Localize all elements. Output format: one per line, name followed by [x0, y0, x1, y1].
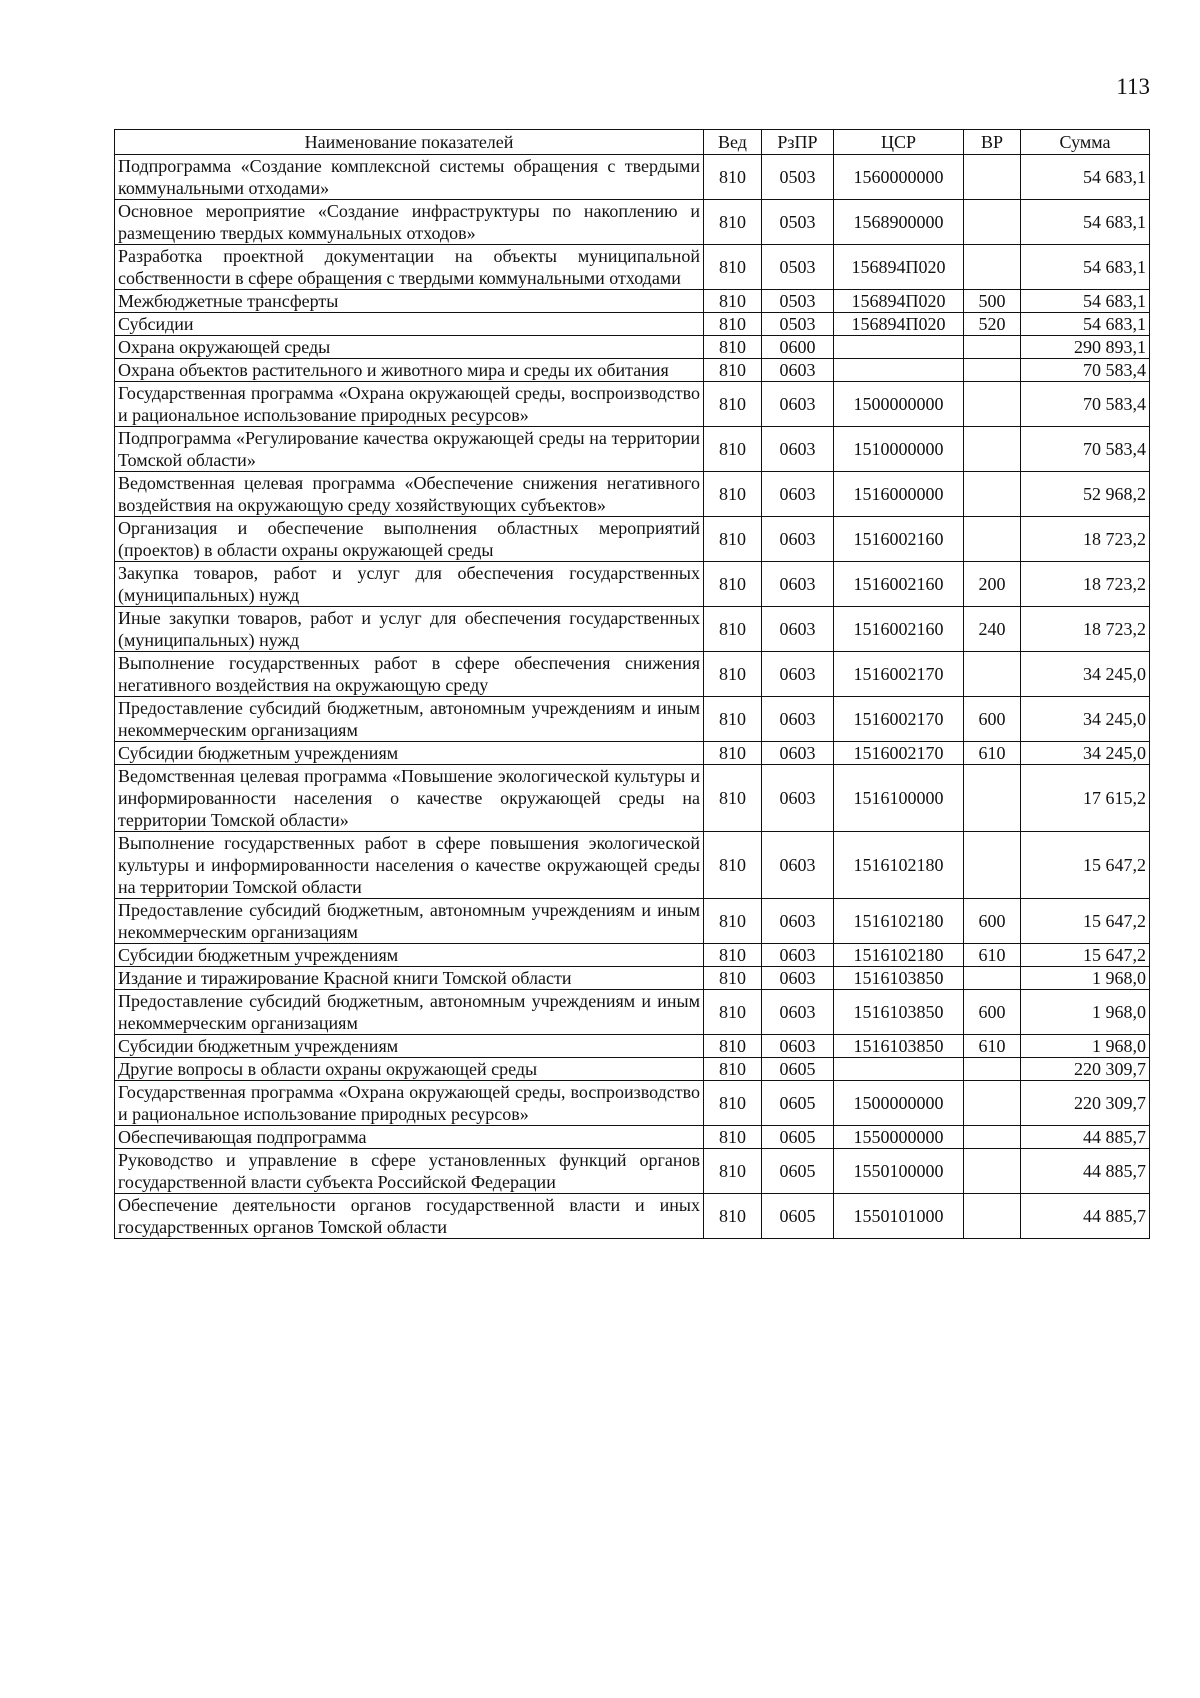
cell-rzpr: 0603 [762, 562, 834, 607]
cell-csr: 1500000000 [834, 382, 964, 427]
cell-rzpr: 0603 [762, 517, 834, 562]
cell-vr: 520 [964, 313, 1021, 336]
cell-ved: 810 [704, 742, 762, 765]
cell-name: Подпрограмма «Регулирование качества окружающей среды на территории Томской области» [115, 427, 704, 472]
cell-csr: 1516102180 [834, 899, 964, 944]
cell-name: Издание и тиражирование Красной книги Томской области [115, 967, 704, 990]
cell-ved: 810 [704, 562, 762, 607]
cell-rzpr: 0603 [762, 742, 834, 765]
cell-name: Предоставление субсидий бюджетным, автономным учреждениям и иным некоммерческим организациям [115, 990, 704, 1035]
cell-ved: 810 [704, 765, 762, 832]
cell-rzpr: 0503 [762, 245, 834, 290]
cell-vr [964, 359, 1021, 382]
cell-vr [964, 1149, 1021, 1194]
cell-vr: 610 [964, 742, 1021, 765]
cell-sum: 18 723,2 [1021, 517, 1150, 562]
cell-ved: 810 [704, 155, 762, 200]
cell-name: Подпрограмма «Создание комплексной системы обращения с твердыми коммунальными отходами» [115, 155, 704, 200]
cell-vr: 610 [964, 1035, 1021, 1058]
cell-sum: 34 245,0 [1021, 697, 1150, 742]
table-row [115, 290, 1150, 313]
table-row [115, 742, 1150, 765]
header-sum: Сумма [1021, 130, 1150, 155]
cell-ved: 810 [704, 1058, 762, 1081]
table-row [115, 1149, 1150, 1194]
cell-vr [964, 336, 1021, 359]
cell-ved: 810 [704, 990, 762, 1035]
cell-sum: 44 885,7 [1021, 1149, 1150, 1194]
cell-sum: 17 615,2 [1021, 765, 1150, 832]
cell-ved: 810 [704, 359, 762, 382]
cell-rzpr: 0503 [762, 290, 834, 313]
cell-vr [964, 200, 1021, 245]
cell-rzpr: 0605 [762, 1126, 834, 1149]
cell-name: Закупка товаров, работ и услуг для обеспечения государственных (муниципальных) нужд [115, 562, 704, 607]
cell-rzpr: 0605 [762, 1081, 834, 1126]
cell-sum: 15 647,2 [1021, 832, 1150, 899]
cell-csr: 156894П020 [834, 290, 964, 313]
cell-csr [834, 359, 964, 382]
table-row [115, 652, 1150, 697]
cell-rzpr: 0603 [762, 990, 834, 1035]
cell-name: Обеспечивающая подпрограмма [115, 1126, 704, 1149]
cell-vr [964, 765, 1021, 832]
cell-rzpr: 0603 [762, 472, 834, 517]
cell-vr: 240 [964, 607, 1021, 652]
table-row [115, 336, 1150, 359]
cell-vr [964, 1081, 1021, 1126]
table-row [115, 427, 1150, 472]
cell-csr: 1516102180 [834, 832, 964, 899]
cell-ved: 810 [704, 697, 762, 742]
cell-vr [964, 967, 1021, 990]
cell-vr [964, 472, 1021, 517]
cell-rzpr: 0603 [762, 1035, 834, 1058]
table-row [115, 1194, 1150, 1239]
cell-sum: 15 647,2 [1021, 944, 1150, 967]
cell-rzpr: 0603 [762, 652, 834, 697]
cell-vr [964, 382, 1021, 427]
cell-vr: 500 [964, 290, 1021, 313]
page-number: 113 [1116, 74, 1150, 99]
table-row [115, 1058, 1150, 1081]
cell-csr: 1568900000 [834, 200, 964, 245]
table-row [115, 382, 1150, 427]
cell-name: Государственная программа «Охрана окружающей среды, воспроизводство и рациональное использование природных ресурсов» [115, 1081, 704, 1126]
cell-sum: 15 647,2 [1021, 899, 1150, 944]
cell-sum: 44 885,7 [1021, 1194, 1150, 1239]
header-vr: ВР [964, 130, 1021, 155]
cell-rzpr: 0603 [762, 944, 834, 967]
table-row [115, 899, 1150, 944]
cell-csr [834, 336, 964, 359]
cell-rzpr: 0603 [762, 765, 834, 832]
cell-name: Предоставление субсидий бюджетным, автономным учреждениям и иным некоммерческим организациям [115, 697, 704, 742]
cell-sum: 70 583,4 [1021, 359, 1150, 382]
cell-sum: 52 968,2 [1021, 472, 1150, 517]
cell-ved: 810 [704, 832, 762, 899]
table-row [115, 517, 1150, 562]
cell-name: Субсидии бюджетным учреждениям [115, 1035, 704, 1058]
cell-csr: 1516100000 [834, 765, 964, 832]
cell-csr: 1510000000 [834, 427, 964, 472]
cell-sum: 70 583,4 [1021, 382, 1150, 427]
table-row [115, 607, 1150, 652]
cell-rzpr: 0605 [762, 1194, 834, 1239]
cell-rzpr: 0603 [762, 427, 834, 472]
cell-ved: 810 [704, 313, 762, 336]
cell-ved: 810 [704, 200, 762, 245]
cell-sum: 54 683,1 [1021, 155, 1150, 200]
cell-name: Разработка проектной документации на объекты муниципальной собственности в сфере обращения с твердыми коммунальными отходами [115, 245, 704, 290]
cell-ved: 810 [704, 899, 762, 944]
cell-ved: 810 [704, 944, 762, 967]
cell-vr [964, 245, 1021, 290]
cell-csr: 1516002160 [834, 562, 964, 607]
table-body [115, 155, 1150, 1239]
cell-name: Иные закупки товаров, работ и услуг для обеспечения государственных (муниципальных) нужд [115, 607, 704, 652]
cell-rzpr: 0603 [762, 832, 834, 899]
cell-ved: 810 [704, 517, 762, 562]
cell-csr: 1516002170 [834, 697, 964, 742]
cell-rzpr: 0503 [762, 155, 834, 200]
cell-ved: 810 [704, 1149, 762, 1194]
cell-name: Выполнение государственных работ в сфере повышения экологической культуры и информированности населения о качестве окружающей среды на территории Томской области [115, 832, 704, 899]
cell-rzpr: 0603 [762, 359, 834, 382]
table-row [115, 1081, 1150, 1126]
cell-vr: 200 [964, 562, 1021, 607]
budget-table [114, 129, 1150, 1239]
cell-sum: 54 683,1 [1021, 290, 1150, 313]
cell-vr: 600 [964, 697, 1021, 742]
cell-csr: 1516102180 [834, 944, 964, 967]
cell-csr: 1516103850 [834, 967, 964, 990]
cell-ved: 810 [704, 1081, 762, 1126]
table-row [115, 313, 1150, 336]
cell-vr [964, 652, 1021, 697]
cell-ved: 810 [704, 290, 762, 313]
cell-name: Организация и обеспечение выполнения областных мероприятий (проектов) в области охраны окружающей среды [115, 517, 704, 562]
cell-vr: 600 [964, 899, 1021, 944]
cell-ved: 810 [704, 382, 762, 427]
table-row [115, 765, 1150, 832]
cell-ved: 810 [704, 336, 762, 359]
cell-name: Руководство и управление в сфере установленных функций органов государственной власти субъекта Российской Федерации [115, 1149, 704, 1194]
cell-name: Субсидии бюджетным учреждениям [115, 742, 704, 765]
cell-vr [964, 1194, 1021, 1239]
cell-csr: 1550101000 [834, 1194, 964, 1239]
cell-ved: 810 [704, 652, 762, 697]
cell-sum: 1 968,0 [1021, 1035, 1150, 1058]
cell-ved: 810 [704, 1194, 762, 1239]
cell-ved: 810 [704, 472, 762, 517]
table-row [115, 832, 1150, 899]
cell-rzpr: 0603 [762, 697, 834, 742]
table-row [115, 967, 1150, 990]
header-name: Наименование показателей [115, 130, 704, 155]
cell-sum: 220 309,7 [1021, 1058, 1150, 1081]
header-rzpr: РзПР [762, 130, 834, 155]
table-header-row [115, 130, 1150, 155]
cell-ved: 810 [704, 427, 762, 472]
cell-rzpr: 0603 [762, 607, 834, 652]
header-ved: Вед [704, 130, 762, 155]
cell-sum: 1 968,0 [1021, 967, 1150, 990]
cell-sum: 18 723,2 [1021, 607, 1150, 652]
cell-csr: 1550000000 [834, 1126, 964, 1149]
table-row [115, 990, 1150, 1035]
cell-sum: 290 893,1 [1021, 336, 1150, 359]
cell-ved: 810 [704, 607, 762, 652]
cell-ved: 810 [704, 967, 762, 990]
cell-name: Предоставление субсидий бюджетным, автономным учреждениям и иным некоммерческим организациям [115, 899, 704, 944]
cell-name: Государственная программа «Охрана окружающей среды, воспроизводство и рациональное использование природных ресурсов» [115, 382, 704, 427]
table-row [115, 1126, 1150, 1149]
cell-vr [964, 517, 1021, 562]
cell-csr: 1516002170 [834, 652, 964, 697]
cell-csr: 1560000000 [834, 155, 964, 200]
table-row [115, 200, 1150, 245]
header-csr: ЦСР [834, 130, 964, 155]
table-row [115, 155, 1150, 200]
cell-sum: 54 683,1 [1021, 200, 1150, 245]
cell-sum: 44 885,7 [1021, 1126, 1150, 1149]
cell-sum: 220 309,7 [1021, 1081, 1150, 1126]
cell-rzpr: 0603 [762, 967, 834, 990]
cell-sum: 54 683,1 [1021, 245, 1150, 290]
cell-csr [834, 1058, 964, 1081]
cell-sum: 1 968,0 [1021, 990, 1150, 1035]
cell-name: Основное мероприятие «Создание инфраструктуры по накоплению и размещению твердых коммунальных отходов» [115, 200, 704, 245]
cell-sum: 18 723,2 [1021, 562, 1150, 607]
cell-name: Выполнение государственных работ в сфере обеспечения снижения негативного воздействия на окружающую среду [115, 652, 704, 697]
cell-name: Субсидии бюджетным учреждениям [115, 944, 704, 967]
table-row [115, 359, 1150, 382]
cell-rzpr: 0503 [762, 313, 834, 336]
cell-vr [964, 427, 1021, 472]
cell-name: Другие вопросы в области охраны окружающей среды [115, 1058, 704, 1081]
table-row [115, 697, 1150, 742]
cell-rzpr: 0605 [762, 1149, 834, 1194]
cell-name: Охрана окружающей среды [115, 336, 704, 359]
cell-name: Ведомственная целевая программа «Обеспечение снижения негативного воздействия на окружающую среду хозяйствующих субъектов» [115, 472, 704, 517]
cell-csr: 1516103850 [834, 1035, 964, 1058]
cell-name: Межбюджетные трансферты [115, 290, 704, 313]
cell-ved: 810 [704, 245, 762, 290]
table-row [115, 1035, 1150, 1058]
table-row [115, 944, 1150, 967]
cell-csr: 1500000000 [834, 1081, 964, 1126]
cell-sum: 54 683,1 [1021, 313, 1150, 336]
cell-csr: 156894П020 [834, 313, 964, 336]
cell-name: Субсидии [115, 313, 704, 336]
cell-rzpr: 0605 [762, 1058, 834, 1081]
cell-rzpr: 0600 [762, 336, 834, 359]
cell-ved: 810 [704, 1126, 762, 1149]
cell-rzpr: 0603 [762, 899, 834, 944]
cell-sum: 34 245,0 [1021, 742, 1150, 765]
cell-vr: 610 [964, 944, 1021, 967]
cell-rzpr: 0603 [762, 382, 834, 427]
cell-rzpr: 0503 [762, 200, 834, 245]
cell-csr: 1516002160 [834, 607, 964, 652]
cell-name: Обеспечение деятельности органов государственной власти и иных государственных органов Томской области [115, 1194, 704, 1239]
cell-csr: 1516002170 [834, 742, 964, 765]
cell-name: Ведомственная целевая программа «Повышение экологической культуры и информированности населения о качестве окружающей среды на территории Томской области» [115, 765, 704, 832]
cell-name: Охрана объектов растительного и животного мира и среды их обитания [115, 359, 704, 382]
cell-vr [964, 155, 1021, 200]
cell-csr: 156894П020 [834, 245, 964, 290]
cell-vr [964, 832, 1021, 899]
cell-vr [964, 1126, 1021, 1149]
cell-csr: 1550100000 [834, 1149, 964, 1194]
cell-csr: 1516002160 [834, 517, 964, 562]
cell-csr: 1516000000 [834, 472, 964, 517]
table-row [115, 562, 1150, 607]
cell-ved: 810 [704, 1035, 762, 1058]
cell-csr: 1516103850 [834, 990, 964, 1035]
cell-sum: 34 245,0 [1021, 652, 1150, 697]
cell-vr: 600 [964, 990, 1021, 1035]
table-row [115, 245, 1150, 290]
cell-vr [964, 1058, 1021, 1081]
cell-sum: 70 583,4 [1021, 427, 1150, 472]
table-row [115, 472, 1150, 517]
